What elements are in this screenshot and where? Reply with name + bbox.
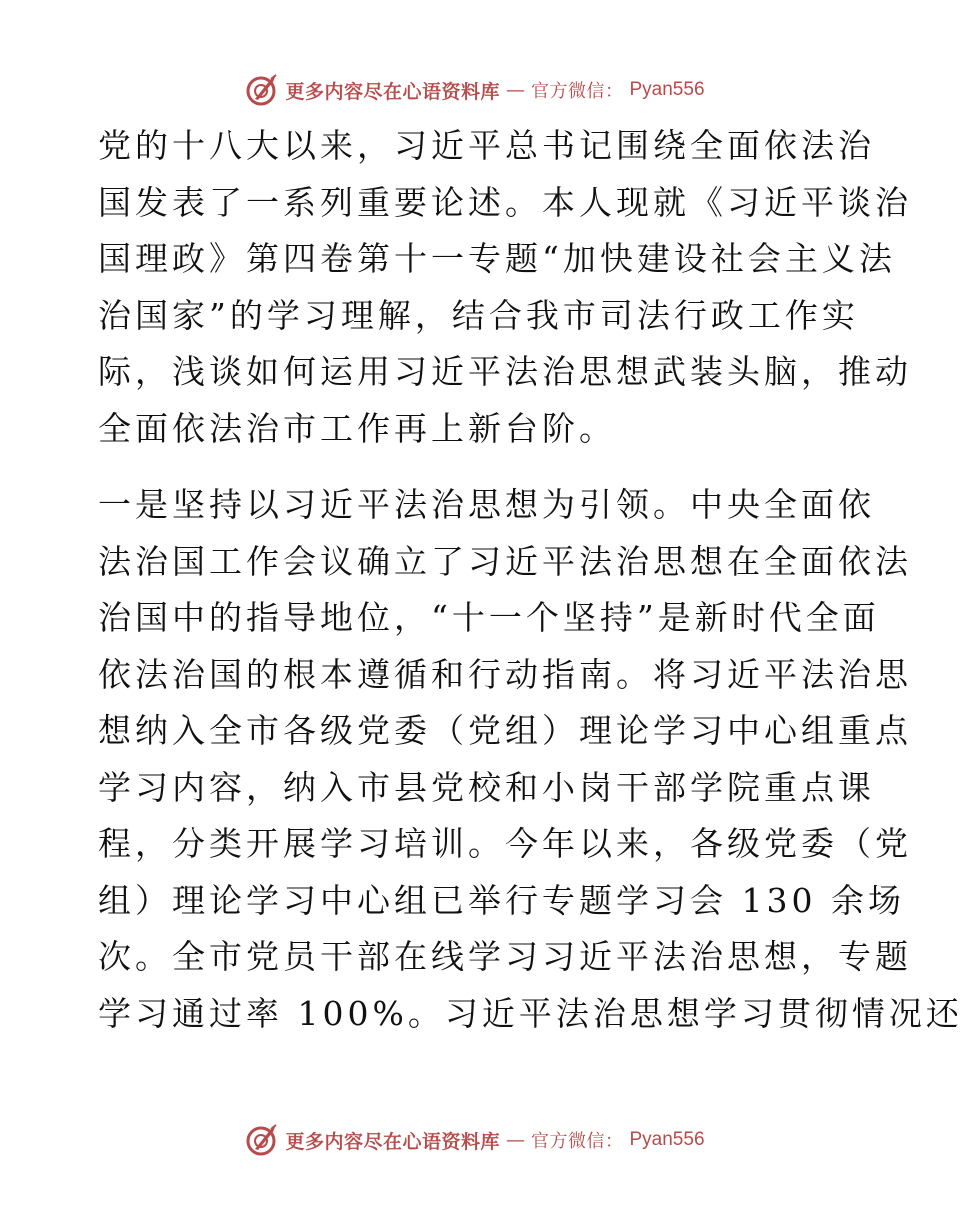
quill-logo-icon	[245, 73, 279, 107]
watermark-dash: —	[506, 79, 525, 101]
text-line: 一是坚持以习近平法治思想为引领。中央全面依	[98, 485, 875, 524]
watermark-text: 更多内容尽在心语资料库	[285, 80, 500, 103]
text-line: 依法治国的根本遵循和行动指南。将习近平法治思	[98, 654, 912, 694]
text-line: 党的十八大以来，习近平总书记围绕全面依法治	[98, 126, 875, 165]
watermark-wechat-label: 官方微信：	[531, 81, 624, 102]
quill-logo-icon	[245, 1123, 279, 1157]
text-line: 组）理论学习中心组已举行专题学习会 130 余场	[98, 880, 905, 920]
watermark-wechat-id: Pyan556	[629, 79, 705, 100]
paragraph-spacer	[98, 457, 850, 477]
footer-watermark	[0, 1120, 950, 1160]
watermark-wechat-label: 官方微信：	[531, 1131, 624, 1152]
text-line: 次。全市党员干部在线学习习近平法治思想，专题	[98, 937, 912, 976]
watermark-wechat-id: Pyan556	[629, 1129, 705, 1150]
header-watermark	[0, 70, 950, 110]
text-line: 学习通过率 100%。习近平法治思想学习贯彻情况还	[98, 993, 963, 1033]
text-line: 国发表了一系列重要论述。本人现就《习近平谈治	[98, 182, 912, 222]
text-line: 治国家”的学习理解，结合我市司法行政工作实	[98, 295, 859, 335]
text-line: 际，浅谈如何运用习近平法治思想武装头脑，推动	[98, 352, 912, 391]
paragraph-point-one	[98, 477, 963, 1042]
text-line: 治国中的指导地位，“十一个坚持”是新时代全面	[98, 598, 880, 637]
watermark-dash: —	[506, 1129, 525, 1151]
text-line: 想纳入全市各级党委（党组）理论学习中心组重点	[98, 711, 912, 750]
watermark-text: 更多内容尽在心语资料库	[285, 1130, 500, 1153]
text-line: 程，分类开展学习培训。今年以来，各级党委（党	[98, 824, 912, 863]
text-line: 国理政》第四卷第十一专题“加快建设社会主义法	[98, 239, 896, 278]
text-line: 全面依法治市工作再上新台阶。	[98, 408, 616, 448]
paragraph-intro	[98, 118, 912, 457]
text-line: 学习内容，纳入市县党校和小岗干部学院重点课	[98, 767, 875, 807]
text-line: 法治国工作会议确立了习近平法治思想在全面依法	[98, 541, 912, 581]
document-body	[98, 118, 963, 1042]
